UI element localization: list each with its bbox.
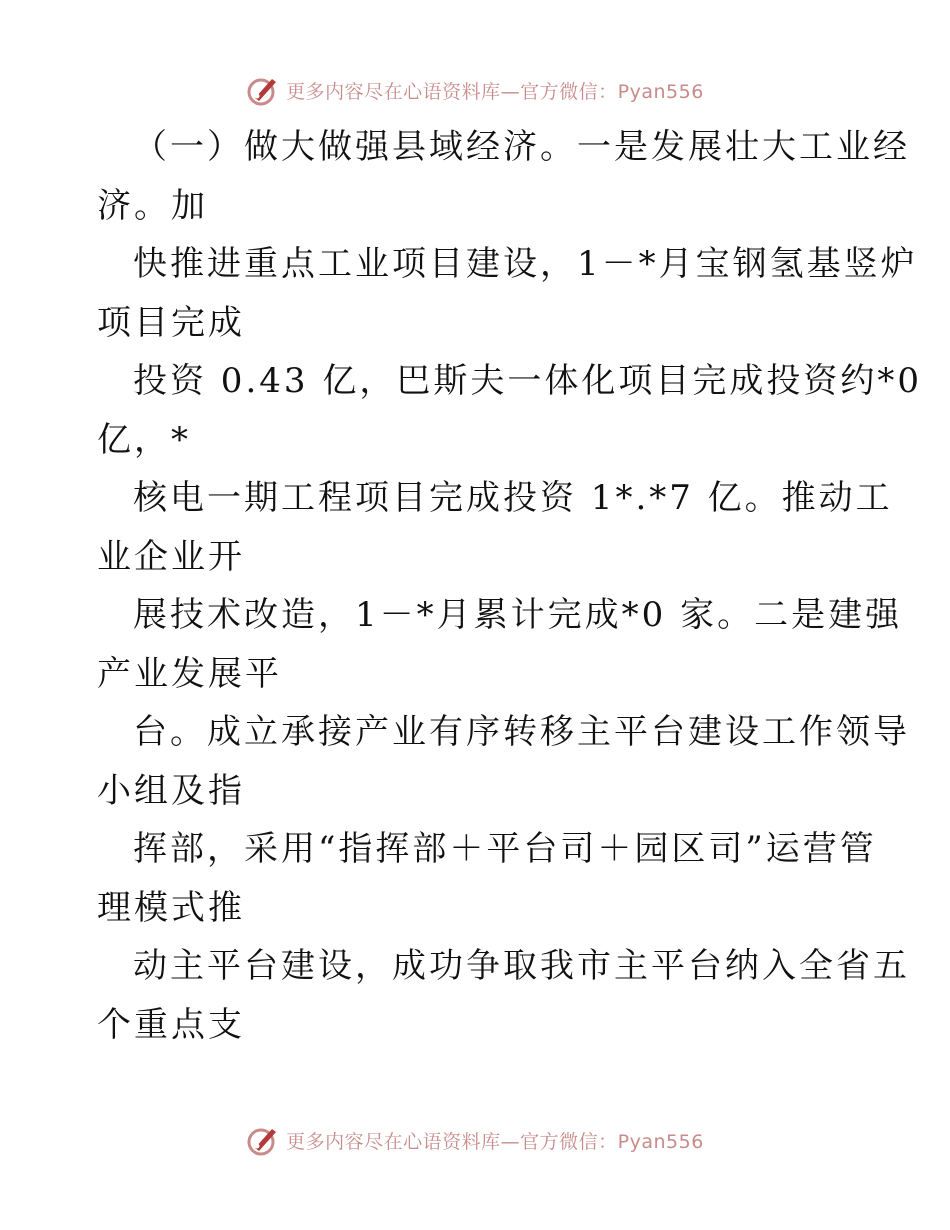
text-line: 亿，* xyxy=(97,419,191,460)
text-line: 台。成立承接产业有序转移主平台建设工作领导 xyxy=(133,712,910,752)
text-line: 动主平台建设，成功争取我市主平台纳入全省五 xyxy=(133,946,910,986)
text-line: 项目完成 xyxy=(97,302,245,343)
text-line: 核电一期工程项目完成投资 1*.*7 亿。推动工 xyxy=(133,478,893,518)
quill-pen-logo-icon xyxy=(246,73,280,107)
watermark-text: 更多内容尽在心语资料库—官方微信：Pyan556 xyxy=(286,1130,704,1153)
footer-watermark xyxy=(0,1120,950,1160)
text-line: 济。加 xyxy=(97,185,208,226)
text-line: 展技术改造，1－*月累计完成*0 家。二是建强 xyxy=(133,595,903,635)
document-body xyxy=(97,118,922,1054)
text-line: 挥部，采用“指挥部＋平台司＋园区司”运营管 xyxy=(133,829,877,869)
text-line: 个重点支 xyxy=(97,1004,245,1045)
text-line: 投资 0.43 亿，巴斯夫一体化项目完成投资约*0 xyxy=(133,361,922,401)
header-watermark xyxy=(0,70,950,110)
text-line: （一）做大做强县域经济。一是发展壮大工业经 xyxy=(133,127,910,167)
quill-pen-logo-icon xyxy=(246,1123,280,1157)
text-line: 小组及指 xyxy=(97,770,245,811)
watermark-text: 更多内容尽在心语资料库—官方微信：Pyan556 xyxy=(286,80,704,103)
text-line: 业企业开 xyxy=(97,536,245,577)
text-line: 产业发展平 xyxy=(97,653,282,694)
text-line: 快推进重点工业项目建设，1－*月宝钢氢基竖炉 xyxy=(133,244,918,284)
text-line: 理模式推 xyxy=(97,887,245,928)
